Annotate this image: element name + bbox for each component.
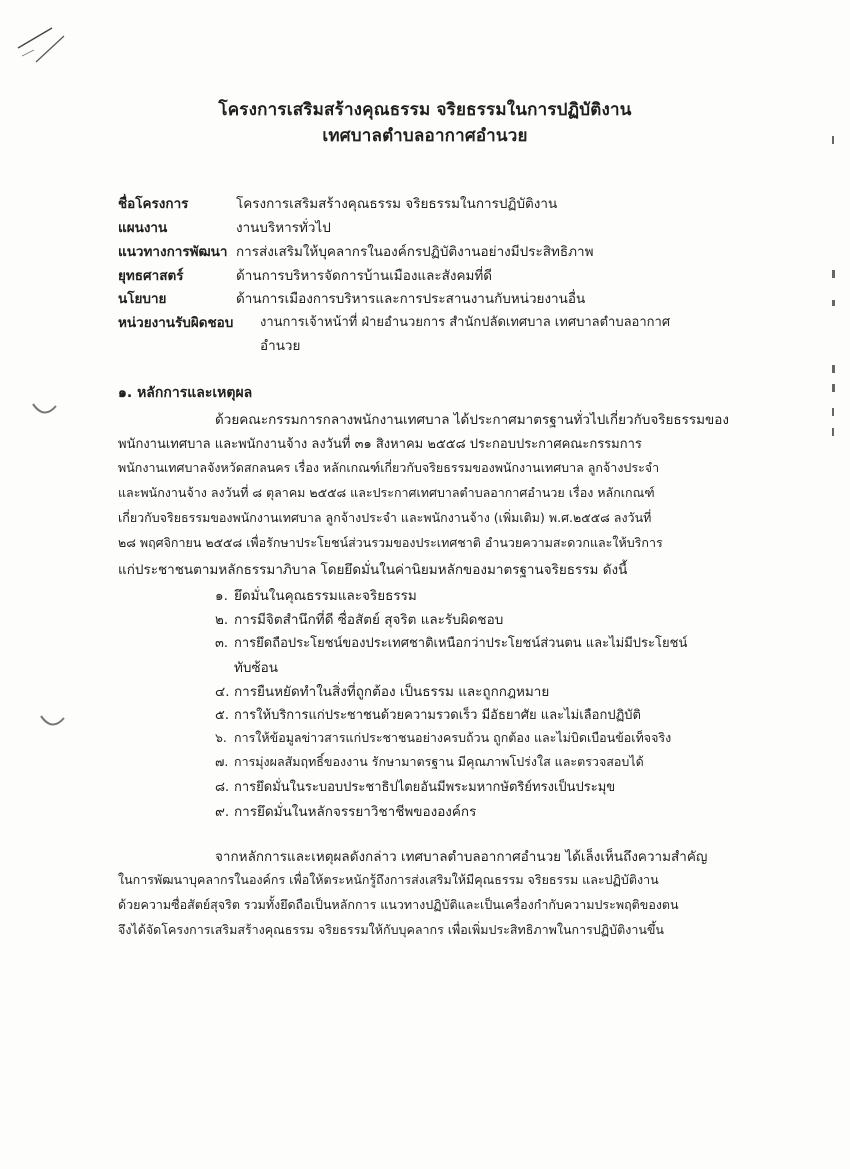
list-item [215,584,417,606]
list-item-text: การมีจิตสำนึกที่ดี ซื่อสัตย์ สุจริต และรับผิดชอบ [234,612,504,628]
list-item [215,776,615,797]
list-item-number: ๘. [215,780,230,795]
list-item [215,800,476,822]
section-heading: ๑. หลักการและเหตุผล [118,385,253,401]
list-item-number: ๒. [215,612,229,628]
paragraph-line: ในการพัฒนาบุคลากรในองค์กร เพื่อให้ตระหนักรู้ถึงการส่งเสริมให้มีคุณธรรม จริยธรรม และปฏิบัติงาน [118,872,659,887]
list-item [215,608,503,630]
list-item-text: การให้บริการแก่ประชาชนด้วยความรวดเร็ว มีอัธยาศัย และไม่เลือกปฏิบัติ [234,708,641,723]
field-value: งานบริหารทั่วไป [236,220,331,236]
field-value: ด้านการเมืองการบริหารและการประสานงานกับหน่วยงานอื่น [236,291,586,307]
paragraph-line: ๒๘ พฤศจิกายน ๒๕๕๘ เพื่อรักษาประโยชน์ส่วนรวมของประเทศชาติ อำนวยความสะดวกและให้บริการ [118,535,663,550]
paragraph-line: แก่ประชาชนตามหลักธรรมาภิบาล โดยยึดมั่นในค่านิยมหลักของมาตรฐานจริยธรรม ดังนี้ [118,562,628,578]
field-label: หน่วยงานรับผิดชอบ [118,315,234,331]
field-value: ด้านการบริหารจัดการบ้านเมืองและสังคมที่ดี [236,268,493,284]
document-title-line-1: โครงการเสริมสร้างคุณธรรม จริยธรรมในการปฏิบัติงาน [218,100,632,120]
paragraph-line: พนักงานเทศบาล และพนักงานจ้าง ลงวันที่ ๓๑ สิงหาคม ๒๕๕๘ ประกอบประกาศคณะกรรมการ [118,437,642,452]
edge-artifact-2 [832,270,835,278]
list-item-text: การยึดมั่นในระบอบประชาธิปไตยอันมีพระมหากษัตริย์ทรงเป็นประมุข [234,780,616,795]
list-item-continuation: ทับซ้อน [234,660,278,676]
paragraph-line: ด้วยความซื่อสัตย์สุจริต รวมทั้งยึดถือเป็นหลักการ แนวทางปฏิบัติและเป็นเครื่องกำกับความประพฤติของตน [118,897,679,912]
paragraph-line: จึงได้จัดโครงการเสริมสร้างคุณธรรม จริยธรรมให้กับบุคลากร เพื่อเพิ่มประสิทธิภาพในการปฏิบัติงานขึ้น [118,922,664,937]
list-item [215,752,644,772]
field-value: งานการเจ้าหน้าที่ ฝ่ายอำนวยการ สำนักปลัดเทศบาล เทศบาลตำบลอากาศ [260,315,671,330]
punch-hole-mark-top [30,400,60,420]
field-value: การส่งเสริมให้บุคลากรในองค์กรปฏิบัติงานอย่างมีประสิทธิภาพ [236,244,594,260]
paragraph-line: จากหลักการและเหตุผลดังกล่าว เทศบาลตำบลอากาศอำนวย ได้เล็งเห็นถึงความสำคัญ [215,849,708,865]
list-item-number: ๗. [215,754,229,769]
paragraph-line: ด้วยคณะกรรมการกลางพนักงานเทศบาล ได้ประกาศมาตรฐานทั่วไปเกี่ยวกับจริยธรรมของ [215,412,729,428]
list-item-number: ๙. [215,804,230,820]
list-item [215,728,671,748]
edge-artifact-7 [832,428,834,436]
list-item-text: การให้ข้อมูลข่าวสารแก่ประชาชนอย่างครบถ้วน ถูกต้อง และไม่บิดเบือนข้อเท็จจริง [234,730,672,745]
field-value: โครงการเสริมสร้างคุณธรรม จริยธรรมในการปฏิบัติงาน [236,196,558,212]
edge-artifact-5 [832,384,835,392]
field-label: ชื่อโครงการ [118,196,189,212]
edge-artifact-6 [832,408,834,416]
list-item [215,704,641,725]
list-item-number: ๓. [215,636,229,651]
list-item [215,680,549,702]
pen-stroke-marks [14,22,74,70]
paragraph-line: และพนักงานจ้าง ลงวันที่ ๘ ตุลาคม ๒๕๕๘ และประกาศเทศบาลตำบลอากาศอำนวย เรื่อง หลักเกณฑ์ [118,485,655,500]
field-label: ยุทธศาสตร์ [118,268,184,284]
field-responsible-unit-continuation: อำนวย [260,338,301,354]
list-item-text: การยืนหยัดทำในสิ่งที่ถูกต้อง เป็นธรรม และถูกกฎหมาย [234,684,550,700]
list-item-text: การมุ่งผลสัมฤทธิ์ของงาน รักษามาตรฐาน มีคุณภาพโปร่งใส และตรวจสอบได้ [234,754,644,769]
field-label: แนวทางการพัฒนา [118,244,228,260]
list-item-text: ยึดมั่นในคุณธรรมและจริยธรรม [234,588,417,604]
list-item-text: การยึดถือประโยชน์ของประเทศชาติเหนือกว่าประโยชน์ส่วนตน และไม่มีประโยชน์ [234,636,688,651]
list-item-number: ๔. [215,684,230,700]
list-item [215,632,687,653]
punch-hole-mark-bottom [38,712,68,732]
edge-artifact-4 [832,365,835,373]
edge-artifact-3 [832,300,835,306]
list-item-number: ๑. [215,588,228,604]
paragraph-line: เกี่ยวกับจริยธรรมของพนักงานเทศบาล ลูกจ้างประจำ และพนักงานจ้าง (เพิ่มเติม) พ.ศ.๒๕๕๘ ลงวันที่ [118,510,652,525]
paragraph-line: พนักงานเทศบาลจังหวัดสกลนคร เรื่อง หลักเกณฑ์เกี่ยวกับจริยธรรมของพนักงานเทศบาล ลูกจ้างประจำ [118,460,660,475]
field-label: นโยบาย [118,291,167,307]
list-item-number: ๖. [215,730,227,745]
field-label: แผนงาน [118,220,168,236]
list-item-number: ๕. [215,708,229,723]
list-item-text: การยึดมั่นในหลักจรรยาวิชาชีพขององค์กร [234,804,477,820]
document-title-line-2: เทศบาลตำบลอากาศอำนวย [322,126,528,146]
